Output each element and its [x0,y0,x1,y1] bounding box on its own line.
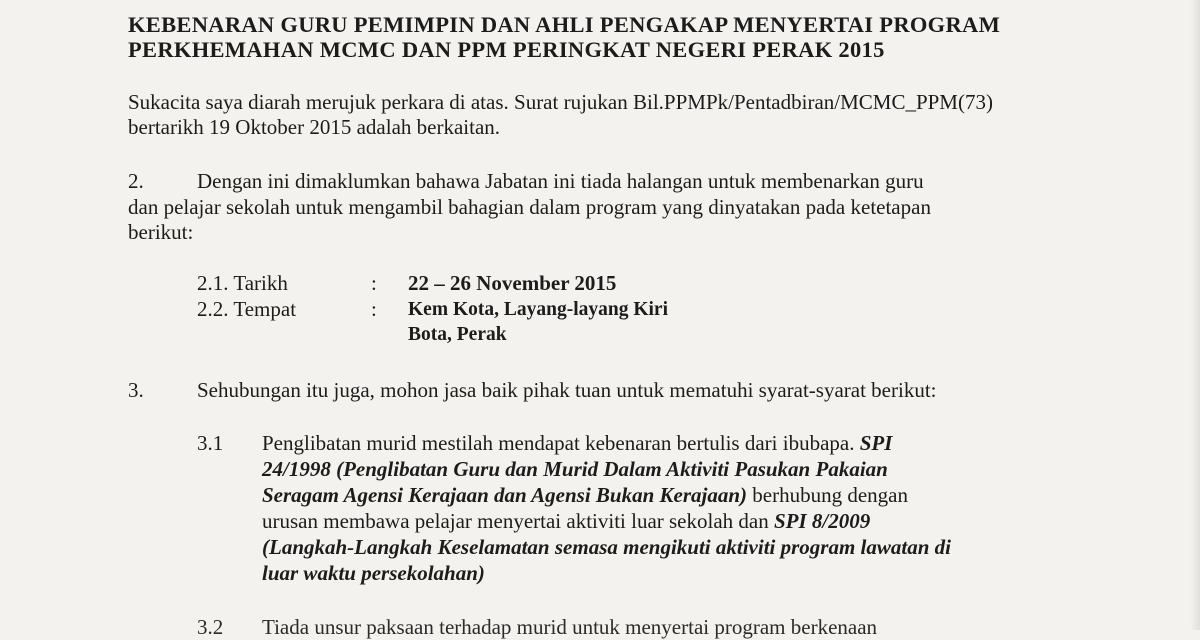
item-3-1-line-4 [262,508,870,534]
item-3-1-line-6: luar waktu persekolahan) [262,561,485,585]
item-3-1-ref: SPI [859,431,893,455]
detail-venue-label: 2.2. Tempat [197,297,297,321]
para2-number: 2. [128,169,144,193]
item-3-1-text: urusan membawa pelajar menyertai aktiviti luar sekolah dan [262,509,774,533]
item-3-1-line-1 [262,430,892,456]
para2-line-3: berikut: [128,220,194,244]
item-3-1-line-2: 24/1998 (Penglibatan Guru dan Murid Dalam Aktiviti Pasukan Pakaian [262,457,888,481]
detail-date-separator: : [371,271,377,295]
detail-date-value: 22 – 26 November 2015 [408,271,617,295]
scan-edge-shadow [1190,0,1200,630]
item-3-1-text: berhubung dengan [747,483,909,507]
item-3-1-ref: Seragam Agensi Kerajaan dan Agensi Bukan Kerajaan) [262,483,748,507]
item-3-1-number: 3.1 [197,431,224,455]
intro-line-2: bertarikh 19 Oktober 2015 adalah berkaitan. [128,115,501,139]
letter-title [128,12,1088,62]
detail-venue-value-2: Bota, Perak [408,324,507,345]
para3-text: Sehubungan itu juga, mohon jasa baik pihak tuan untuk mematuhi syarat-syarat berikut: [197,378,937,402]
intro-line-1: Sukacita saya diarah merujuk perkara di atas. Surat rujukan Bil.PPMPk/Pentadbiran/MCMC_PPM(73) [128,90,993,114]
title-line-1: KEBENARAN GURU PEMIMPIN DAN AHLI PENGAKAP MENYERTAI PROGRAM [128,12,1001,37]
detail-venue-separator: : [371,297,377,321]
item-3-1-text: Penglibatan murid mestilah mendapat kebenaran bertulis dari ibubapa. [262,431,860,455]
para2-line-2: dan pelajar sekolah untuk mengambil bahagian dalam program yang dinyatakan pada ketetapan [128,195,931,219]
item-3-1-line-3 [262,482,908,508]
item-3-2-number: 3.2 [197,615,224,639]
item-3-2-text: Tiada unsur paksaan terhadap murid untuk menyertai program berkenaan [262,615,878,639]
detail-date-label: 2.1. Tarikh [197,271,288,295]
para2-line-1: Dengan ini dimaklumkan bahawa Jabatan ini tiada halangan untuk membenarkan guru [197,169,924,193]
item-3-1-line-5: (Langkah-Langkah Keselamatan semasa mengikuti aktiviti program lawatan di [262,535,951,559]
item-3-1-ref: SPI 8/2009 [773,509,871,533]
title-line-2: PERKHEMAHAN MCMC DAN PPM PERINGKAT NEGERI PERAK 2015 [128,37,885,62]
para3-number: 3. [128,378,144,402]
detail-venue-value: Kem Kota, Layang-layang Kiri [408,299,668,320]
